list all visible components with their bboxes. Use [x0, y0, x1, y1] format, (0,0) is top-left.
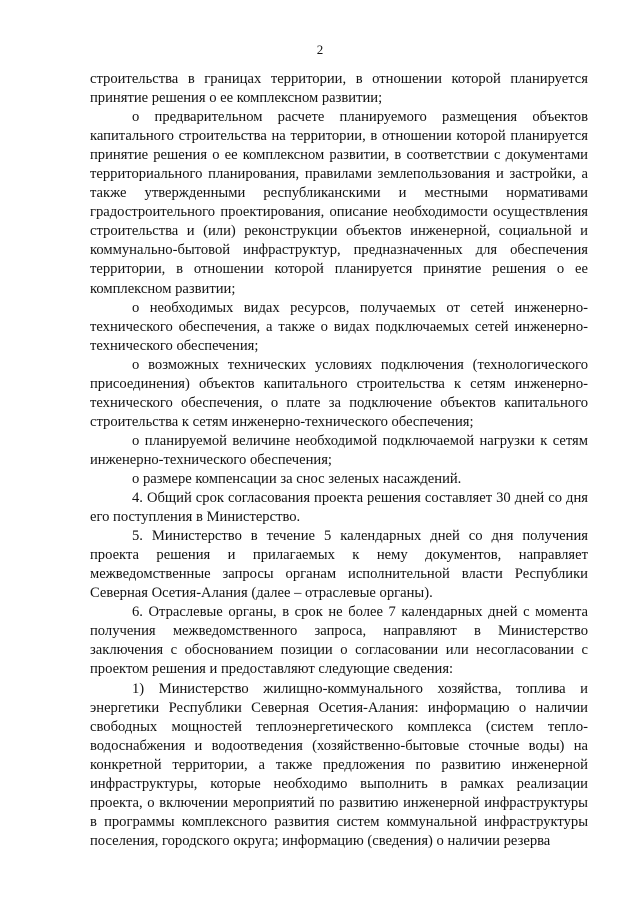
paragraph: 4. Общий срок согласования проекта решения составляет 30 дней со дня его поступления в Министерство.: [90, 490, 588, 526]
paragraph: о планируемой величине необходимой подключаемой нагрузки к сетям инженерно-технического обеспечения;: [90, 432, 588, 468]
page-number: 2: [316, 42, 324, 57]
document-body: [90, 70, 588, 851]
paragraph: 5. Министерство в течение 5 календарных дней со дня получения проекта решения и прилагаемых к нему документов, направляет межведомственные запросы органам исполнительной власти Республики Северная Осетия-Алания (далее – отраслевые органы).: [90, 528, 588, 602]
paragraph: 1) Министерство жилищно-коммунального хозяйства, топлива и энергетики Республики Северная Осетия-Алания: информацию о наличии свободных мощностей теплоэнергетического комплекса (систем тепло-водоснабжения и водоотведения (хозяйственно-бытовые сточные воды) на конкретной территории, а также предложения по развитию инженерной инфраструктуры, которые необходимо выполнить в рамках реализации проекта, о включении мероприятий по развитию инженерной инфраструктуры в программы комплексного развития систем коммунальной инфраструктуры поселения, городского округа; информацию (сведения) о наличии резерва: [90, 680, 588, 849]
paragraph: о возможных технических условиях подключения (технологического присоединения) объектов капитального строительства к сетям инженерно-технического обеспечения, о плате за подключение объектов капитального строительства к сетям инженерно-технического обеспечения;: [90, 356, 588, 430]
paragraph: о размере компенсации за снос зеленых насаждений.: [132, 470, 462, 487]
paragraph: 6. Отраслевые органы, в срок не более 7 календарных дней с момента получения межведомственного запроса, направляют в Министерство заключения с обоснованием позиции о согласовании или несогласовании с проектом решения и предоставляют следующие сведения:: [90, 604, 588, 678]
paragraph: строительства в границах территории, в отношении которой планируется принятие решения о ее комплексном развитии;: [90, 71, 588, 107]
paragraph: о предварительном расчете планируемого размещения объектов капитального строительства на территории, в отношении которой планируется принятие решения о ее комплексном развитии, в соответствии с документами территориального планирования, правилами землепользования и застройки, а также утвержденными республиканскими и местными нормативами градостроительного проектирования, описание необходимости осуществления строительства и (или) реконструкции объектов инженерной, социальной и коммунально-бытовой инфраструктур, предназначенных для обеспечения территории, в отношении которой планируется принятие решения о ее комплексном развитии;: [90, 109, 588, 297]
paragraph: о необходимых видах ресурсов, получаемых от сетей инженерно-технического обеспечения, а также о видах подключаемых сетей инженерно-технического обеспечения;: [90, 299, 588, 354]
